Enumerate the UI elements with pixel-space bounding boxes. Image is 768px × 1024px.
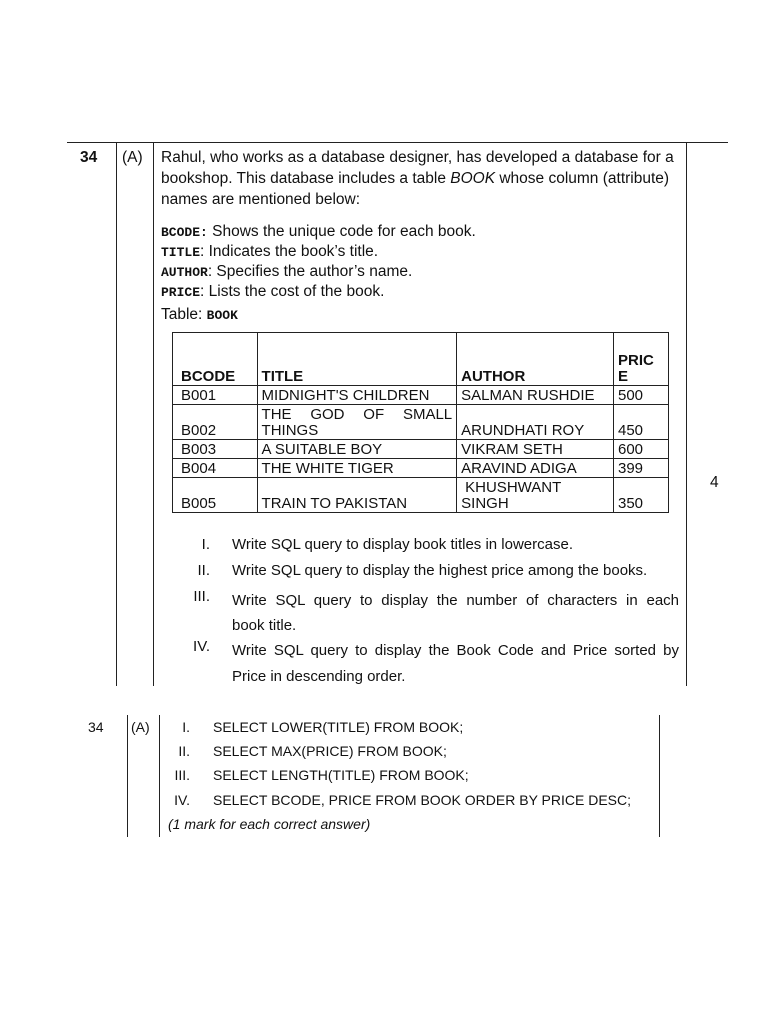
table-caption: Table: BOOK [161,306,238,323]
attribute-bcode: BCODE: Shows the unique code for each book. [161,223,476,240]
attribute-title: TITLE: Indicates the book’s title. [161,243,379,260]
book-table [172,332,669,513]
question-marks: 4 [710,474,719,491]
cell-author: KHUSHWANT SINGH [457,478,614,513]
header-title: TITLE [257,333,457,386]
question-number: 34 [80,149,98,166]
attribute-price: PRICE: Lists the cost of the book. [161,283,385,300]
header-price: PRIC E [613,333,668,386]
answer-item: IV. SELECT BCODE, PRICE FROM BOOK ORDER BY PRICE DESC; [174,792,632,808]
cell-author: ARAVIND ADIGA [457,459,614,478]
subquestion-list [180,536,680,688]
cell-bcode: B004 [173,459,258,478]
table-header-row [173,333,669,386]
subquestion-1: I. Write SQL query to display book titles in lowercase. [201,536,573,553]
subquestion-4: IV. Write SQL query to display the Book Code and Price sorted by Price in descending order. [193,638,679,685]
answer-divider-2 [159,715,160,837]
cell-price: 450 [613,405,668,440]
cell-price: 350 [613,478,668,513]
cell-price: 600 [613,440,668,459]
cell-price: 500 [613,386,668,405]
cell-author: SALMAN RUSHDIE [457,386,614,405]
answer-divider-1 [127,715,128,837]
cell-title: MIDNIGHT'S CHILDREN [257,386,457,405]
table-row [173,459,669,478]
cell-title: THE WHITE TIGER [257,459,457,478]
cell-title: THE GOD OF SMALL THINGS [257,405,457,440]
question-top-rule [67,142,728,143]
answer-note: (1 mark for each correct answer) [168,816,371,832]
cell-title: TRAIN TO PAKISTAN [257,478,457,513]
question-intro [161,147,681,210]
answer-item: III. SELECT LENGTH(TITLE) FROM BOOK; [174,767,469,783]
cell-author: VIKRAM SETH [457,440,614,459]
cell-price: 399 [613,459,668,478]
answer-option: (A) [131,719,150,735]
cell-bcode: B003 [173,440,258,459]
question-divider-2 [153,142,154,686]
attribute-author: AUTHOR: Specifies the author’s name. [161,263,413,280]
cell-bcode: B002 [173,405,258,440]
question-divider-1 [116,142,117,686]
answer-item: II. SELECT MAX(PRICE) FROM BOOK; [178,743,447,759]
table-row [173,386,669,405]
cell-title: A SUITABLE BOY [257,440,457,459]
header-bcode: BCODE [173,333,258,386]
answer-number: 34 [88,719,104,735]
table-row [173,440,669,459]
answer-item: I. SELECT LOWER(TITLE) FROM BOOK; [182,719,464,735]
attribute-list [161,222,681,302]
cell-bcode: B005 [173,478,258,513]
cell-author: ARUNDHATI ROY [457,405,614,440]
intro-line-2: bookshop. This database includes a table BOOK whose column (attribute) [161,170,670,187]
intro-line-1: Rahul, who works as a database designer, has developed a database for a [161,149,674,166]
subquestion-2: II. Write SQL query to display the highest price among the books. [197,562,648,579]
table-row [173,478,669,513]
cell-bcode: B001 [173,386,258,405]
answer-divider-3 [659,715,660,837]
table-row [173,405,669,440]
question-option: (A) [122,149,143,166]
header-author: AUTHOR [457,333,614,386]
subquestion-3: III. Write SQL query to display the number of characters in each book title. [193,588,679,634]
intro-line-3: names are mentioned below: [161,191,361,208]
question-divider-3 [686,142,687,686]
